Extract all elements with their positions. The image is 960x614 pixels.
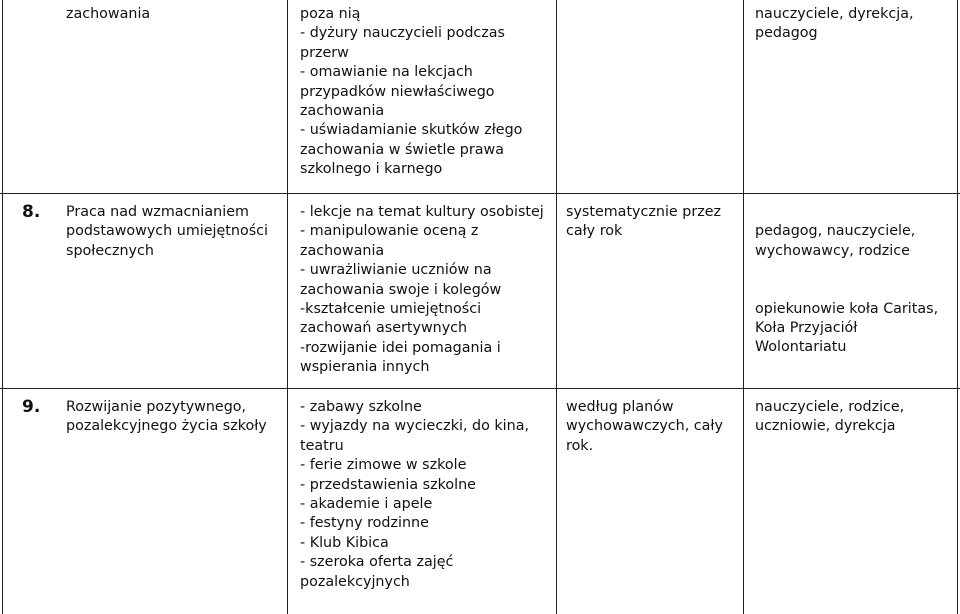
responsible-cell [755,203,951,358]
column-divider [287,0,288,614]
table-border-right [957,0,958,614]
spacer [755,261,951,280]
deadline-cell: według planów wychowawczych, cały rok. [566,399,723,454]
methods-cell: - lekcje na temat kultury osobistej - manipulowanie oceną z zachowania - uwrażliwianie uczniów na zachowania swoje i kolegów -kształcenie umiejętności zachowań asertywnych -rozwijanie idei pomagania i wspierania innych [300,204,544,376]
row-number: 9. [22,397,41,417]
methods-cell: poza nią - dyżury nauczycieli podczas przerw - omawianie na lekcjach przypadków niewłaściwego zachowania - uświadamianie skutków złego zachowania w świetle prawa szkolnego i karnego [300,6,523,178]
responsible-cell: nauczyciele, dyrekcja, pedagog [755,6,914,42]
task-cell: Praca nad wzmacnianiem podstawowych umiejętności społecznych [66,204,268,259]
column-divider [743,0,744,614]
responsible-cell: nauczyciele, rodzice, uczniowie, dyrekcja [755,399,905,435]
table-border-left [2,0,3,614]
task-cell: zachowania [66,6,151,22]
table-row-continued [0,0,1,1]
row-divider [0,193,960,194]
row-number: 8. [22,202,41,222]
task-cell: Rozwijanie pozytywnego, pozalekcyjnego życia szkoły [66,399,267,435]
deadline-cell: systematycznie przez cały rok [566,204,722,240]
row-divider [0,388,960,389]
responsible-extra-text: opiekunowie koła Caritas, Koła Przyjaciół Wolontariatu [755,300,939,356]
column-divider [556,0,557,614]
responsible-text: pedagog, nauczyciele, wychowawcy, rodzice [755,223,916,259]
methods-cell: - zabawy szkolne - wyjazdy na wycieczki, do kina, teatru - ferie zimowe w szkole - przedstawienia szkolne - akademie i apele - festyny rodzinne - Klub Kibica - szeroka oferta zajęć pozalekcyjnych [300,399,530,590]
